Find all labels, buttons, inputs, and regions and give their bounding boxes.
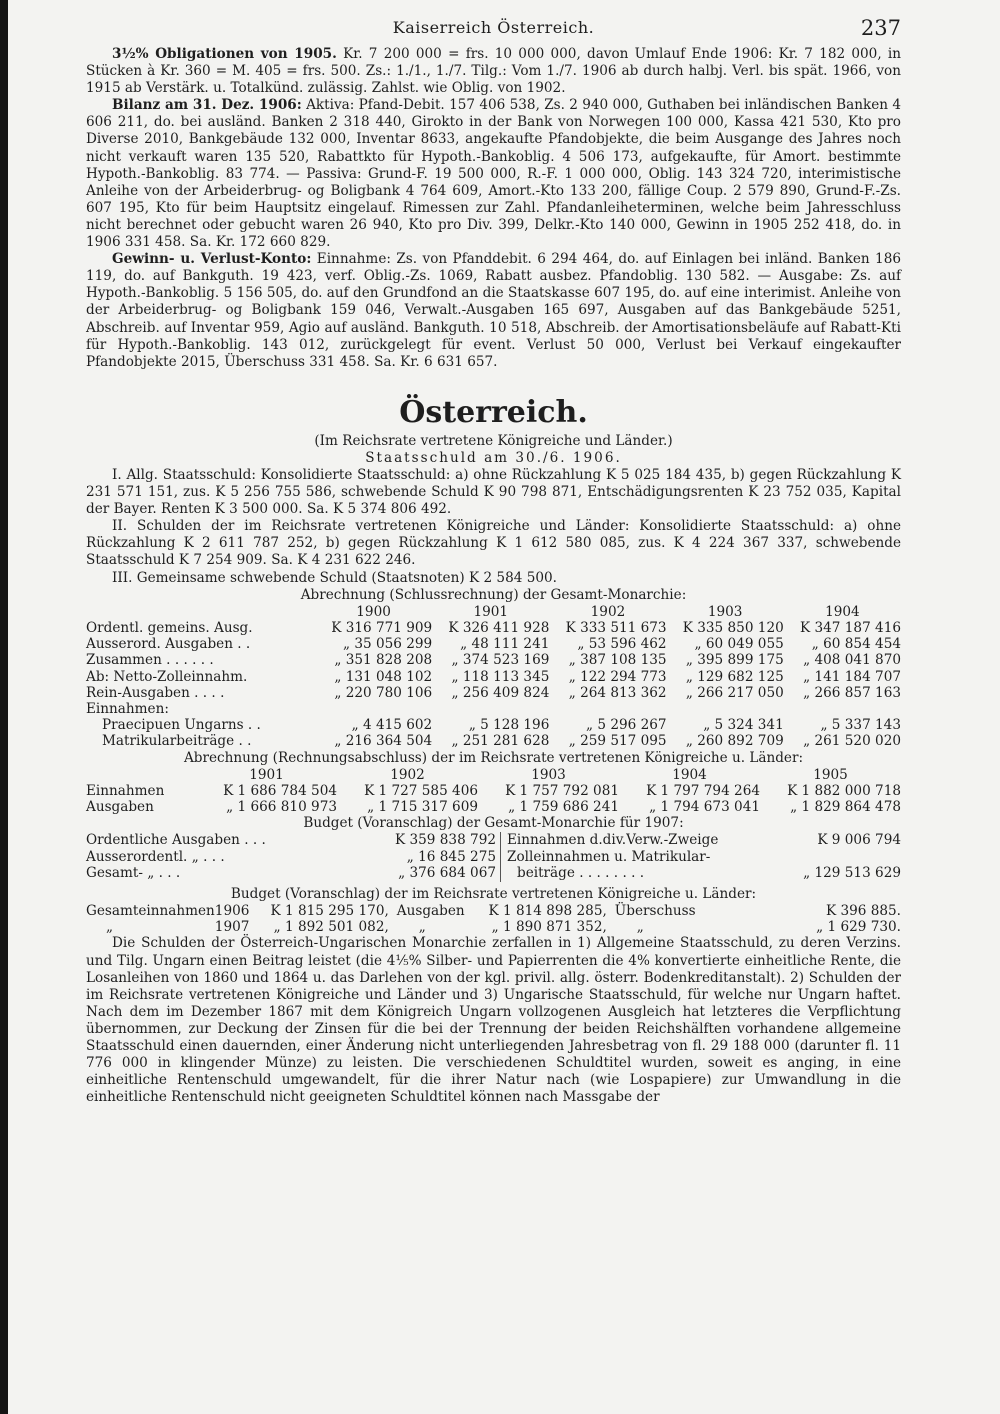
table2-year: 1901 (249, 766, 284, 783)
cell: „ 118 113 345 (451, 668, 550, 685)
table-row (86, 636, 901, 652)
cell (315, 701, 432, 717)
row-label: Ausserord. Ausgaben . . (86, 636, 251, 653)
cell: „ 1 666 810 973 (226, 799, 337, 816)
table1-year: 1900 (356, 603, 391, 620)
ausgaben-label: Ausgaben (396, 902, 465, 919)
cell: K 335 850 120 (682, 619, 784, 636)
row-label: Ausgaben (86, 799, 154, 816)
table1-year: 1901 (473, 603, 509, 620)
table2-year: 1903 (531, 766, 566, 783)
list-item (86, 865, 496, 881)
table-row (86, 701, 901, 717)
table1-year-row (86, 604, 901, 620)
cell: „ 216 364 504 (334, 733, 433, 750)
budget-ausgaben-column (86, 832, 501, 881)
item-value: K 9 006 794 (817, 832, 901, 849)
list-item (507, 832, 901, 848)
cell: „ 266 857 163 (803, 684, 901, 701)
obligationen-heading: 3½% Obligationen von 1905. (112, 46, 337, 62)
cell: „ 260 892 709 (685, 733, 784, 750)
page-binding-edge (0, 0, 8, 1414)
cell: „ 374 523 169 (451, 652, 550, 669)
cell: „ 141 184 707 (803, 668, 901, 685)
item-label: Zolleinnahmen u. Matrikular- (507, 848, 711, 865)
table-row (86, 620, 901, 636)
cell: „ 53 596 462 (577, 636, 667, 653)
budget-reichsrat-table (86, 903, 901, 936)
staatsschuld-heading: Staatsschuld am 30./6. 1906. (365, 449, 622, 466)
gewinn-verlust-text: Einnahme: Zs. von Pfanddebit. 6 294 464, do. auf Einlagen bei inländ. Banken 186 119, do. auf Bankguth. 19 423, verf. Oblig.-Zs. 1069, Rabatt ausbez. Pfandoblig. 130 582. — Ausgabe: Zs. auf Hypoth.-Bankoblig. 5 156 505, do. auf den Grundfond an die Staatskasse 607 195, do. auf eine interimist. Anleihe von der Arbeiderbrug- og Boligbank 159 046, Verwalt.-Ausgaben 165 697, Ausgaben auf das Bankgebäude 5251, Abschreib. auf Inventar 959, Agio auf ausländ. Bankguth. 10 518, Abschreib. der Amortisationsbeläufe auf Rabatt-Kti für Hypoth.-Bankoblig. 143 012, zurückgelegt für event. Verlust 50 000, Verlust bei Verkauf eingekaufter Pfandobjekte 2015, Überschuss 331 458. Sa. Kr. 6 631 657. (86, 251, 901, 370)
cell: „ 1 759 686 241 (508, 799, 619, 816)
table1-year: 1903 (707, 603, 743, 620)
table2-year: 1902 (390, 766, 425, 783)
year: 1907 (214, 919, 250, 936)
cell: „ 4 415 602 (351, 717, 433, 734)
cell: „ 129 682 125 (685, 668, 784, 685)
staatsschuld-part-3: III. Gemeinsame schwebende Schuld (Staatsnoten) K 2 584 500. (112, 569, 557, 586)
cell: „ 259 517 095 (568, 733, 667, 750)
section-subtitle: (Im Reichsrate vertretene Königreiche und Länder.) (314, 432, 673, 449)
table2-year: 1905 (813, 766, 848, 783)
row-label: Einnahmen (86, 782, 165, 799)
item-value (771, 849, 901, 865)
section-title: Österreich. (399, 394, 588, 430)
row-label: Praecipuen Ungarns . . (102, 717, 261, 734)
item-label: beiträge . . . . . . . . (517, 865, 645, 882)
cell: „ 387 108 135 (568, 652, 667, 669)
table-row (86, 733, 901, 749)
row-label: Matrikularbeiträge . . (102, 733, 252, 750)
gewinn-verlust-heading: Gewinn- u. Verlust-Konto: (112, 251, 312, 268)
table2-year: 1904 (672, 766, 707, 783)
table-row (86, 717, 901, 733)
cell: „ 5 324 341 (703, 717, 784, 734)
row-label: Zusammen . . . . . . (86, 652, 214, 669)
einnahmen-value: K 1 815 295 170, (270, 902, 389, 919)
item-value: „ 16 845 275 (406, 848, 496, 865)
cell (549, 701, 666, 717)
cell: „ 1 715 317 609 (367, 799, 478, 816)
ueberschuss-label: „ (636, 919, 644, 936)
cell: „ 5 296 267 (586, 717, 667, 734)
reichsrat-abrechnung-table (86, 767, 901, 816)
cell: K 347 187 416 (800, 619, 901, 636)
table-row (86, 669, 901, 685)
cell: „ 266 217 050 (685, 684, 784, 701)
gewinn-verlust-paragraph (86, 251, 901, 371)
row-label: Einnahmen: (86, 700, 169, 717)
cell: „ 48 111 241 (460, 636, 550, 653)
budget-einnahmen-column (501, 832, 901, 881)
cell: „ 395 899 175 (685, 652, 784, 669)
page-number: 237 (860, 16, 901, 40)
table1-year: 1904 (825, 603, 860, 620)
item-value: K 359 838 792 (395, 832, 496, 849)
staatsschuld-part-2: II. Schulden der im Reichsrate vertretenen Königreiche und Länder: Konsolidierte Staatsschuld: a) ohne Rückzahlung K 2 611 787 252, b) gegen Rückzahlung K 1 612 580 085, zus. K 4 224 367 337, schwebende Staatsschuld K 7 254 909. Sa. K 4 231 622 246. (86, 518, 901, 569)
table1-heading: Abrechnung (Schlussrechnung) der Gesamt-Monarchie: (300, 586, 687, 603)
table-row (86, 903, 901, 919)
list-item (507, 849, 901, 865)
list-item (507, 865, 901, 881)
cell: K 1 686 784 504 (223, 782, 337, 799)
year: 1906 (214, 902, 250, 919)
ueberschuss-value: K 396 885. (825, 902, 901, 919)
ausgaben-label: „ (418, 919, 426, 936)
staatsschuld-part-1: I. Allg. Staatsschuld: Konsolidierte Staatsschuld: a) ohne Rückzahlung K 5 025 184 435, b) gegen Rückzahlung K 231 571 151, zus. K 5 256 755 586, schwebende Schuld K 90 798 871, Entschädigungsrenten K 23 752 035, Kapital der Bayer. Renten K 3 500 000. Sa. K 5 374 806 492. (86, 466, 901, 518)
item-label: Ausserordentl. „ . . . (86, 848, 225, 865)
bilanz-heading: Bilanz am 31. Dez. 1906: (112, 97, 302, 114)
ueberschuss-label: Überschuss (614, 902, 696, 919)
cell: „ 60 049 055 (694, 636, 784, 653)
item-label: Gesamt- „ . . . (86, 865, 181, 882)
row-label: Ordentl. gemeins. Ausg. (86, 619, 253, 636)
item-value: „ 376 684 067 (398, 865, 496, 882)
cell: „ 131 048 102 (334, 668, 433, 685)
cell: „ 256 409 824 (451, 684, 550, 701)
cell: „ 264 813 362 (568, 684, 667, 701)
cell: K 1 727 585 406 (364, 782, 478, 799)
cell (784, 701, 901, 717)
monarchie-abrechnung-table (86, 604, 901, 750)
cell: K 1 882 000 718 (787, 782, 901, 799)
ueberschuss-value: „ 1 629 730. (816, 919, 901, 936)
cell: „ 35 056 299 (342, 636, 433, 653)
item-label: Einnahmen d.div.Verw.-Zweige (507, 832, 719, 849)
cell: K 1 757 792 081 (505, 782, 619, 799)
ausgaben-value: „ 1 890 871 352, (491, 919, 607, 936)
running-title: Kaiserreich Österreich. (392, 18, 595, 37)
budget1-heading: Budget (Voranschlag) der Gesamt-Monarchie für 1907: (303, 815, 684, 832)
bilanz-text: Aktiva: Pfand-Debit. 157 406 538, Zs. 2 940 000, Guthaben bei inländischen Banken 4 606 211, do. bei ausländ. Banken 2 318 440, Girokto in der Bank von Norwegen 100 000, Kassa 421 530, Kto pro Diverse 2010, Bankgebäude 132 000, Inventar 8633, angekaufte Pfandobjekte, die beim Ausgange des Jahres noch nicht verkauft waren 135 520, Rabattkto für Hypoth.-Bankoblig. 4 506 173, aufgekaufte, für Amort. bestimmte Hypoth.-Bankoblig. 83 774. — Passiva: Grund-F. 19 500 000, R.-F. 1 000 000, Oblig. 143 324 720, interimistische Anleihe von der Arbeiderbrug- og Boligbank 4 764 609, Amort.-Kto 133 200, fällige Coup. 2 579 890, Grund-F.-Zs. 607 195, Kto für beim Hauptsitz eingelauf. Rimessen zur Zahl. Pfandanleiheterminen, welche beim Jahresschluss nicht berechnet oder gebucht waren 26 940, Kto pro Div. 399, Delkr.-Kto 140 000, Gewinn in 1905 252 418, do. in 1906 331 458. Sa. Kr. 172 660 829. (86, 97, 901, 251)
row-label: Ab: Netto-Zolleinnahm. (86, 668, 248, 685)
table2-year-row (86, 767, 901, 783)
page (86, 14, 901, 1106)
table-row (86, 783, 901, 799)
cell: „ 220 780 106 (334, 684, 433, 701)
cell: „ 251 281 628 (451, 733, 550, 750)
obligationen-paragraph (86, 46, 901, 97)
table-row (86, 799, 901, 815)
row-label: „ (106, 919, 114, 936)
cell: „ 5 337 143 (820, 717, 901, 734)
cell (667, 701, 784, 717)
list-item (86, 849, 496, 865)
bilanz-paragraph (86, 97, 901, 251)
table-row (86, 685, 901, 701)
cell: „ 408 041 870 (803, 652, 901, 669)
obligationen-text: Kr. 7 200 000 = frs. 10 000 000, davon Umlauf Ende 1906: Kr. 7 182 000, in Stücken à Kr. 360 = M. 405 = frs. 500. Zs.: 1./1., 1./7. Tilg.: Vom 1./7. 1906 ab durch halbj. Verl. bis spät. 1966, von 1915 ab Verstärk. u. Totalkünd. zulässig. Zahlst. wie Oblig. von 1902. (86, 46, 901, 97)
cell (432, 701, 549, 717)
cell: K 1 797 794 264 (646, 782, 760, 799)
row-label: Gesamteinnahmen (86, 902, 215, 919)
cell: „ 351 828 208 (334, 652, 433, 669)
cell: „ 122 294 773 (568, 668, 667, 685)
row-label: Rein-Ausgaben . . . . (86, 684, 225, 701)
einnahmen-value: „ 1 892 501 082, (273, 919, 389, 936)
table-row (86, 652, 901, 668)
item-label: Ordentliche Ausgaben . . . (86, 832, 266, 849)
page-header (86, 14, 901, 46)
list-item (86, 832, 496, 848)
cell: „ 1 794 673 041 (649, 799, 760, 816)
table1-year: 1902 (590, 603, 626, 620)
cell: „ 60 854 454 (811, 636, 901, 653)
cell: K 333 511 673 (565, 619, 667, 636)
budget2-heading: Budget (Voranschlag) der im Reichsrate vertretenen Königreiche u. Länder: (230, 885, 757, 902)
cell: K 326 411 928 (448, 619, 550, 636)
budget-monarchie-block (86, 832, 901, 881)
ausgaben-value: K 1 814 898 285, (488, 902, 607, 919)
cell: „ 5 128 196 (468, 717, 550, 734)
cell: K 316 771 909 (331, 619, 433, 636)
closing-paragraph: Die Schulden der Österreich-Ungarischen Monarchie zerfallen in 1) Allgemeine Staatsschuld, zu deren Verzins. und Tilg. Ungarn einen Beitrag leistet (die 4⅕% Silber- und Papierrenten die 4% konvertierte einheitliche Rente, die Losanleihen von 1860 und 1864 u. das Darlehen von der kgl. privil. allg. österr. Bodenkreditanstalt). 2) Schulden der im Reichsrate vertretenen Königreiche und Länder und 3) Ungarische Staatsschuld, für welche nur Ungarn haftet. Nach dem im Dezember 1867 mit dem Königreich Ungarn vollzogenen Ausgleich hat letzteres die Verpflichtung übernommen, zur Deckung der Zinsen für die bei der Trennung der beiden Reichshälften vorhandene allgemeine Staatsschuld einen dauernden, einer Änderung nicht unterliegenden Jahresbetrag von fl. 29 188 000 (darunter fl. 11 776 000 in klingender Münze) zu leisten. Die verschiedenen Schuldtitel wurden, soweit es anging, in eine einheitliche Rentenschuld umgewandelt, für die ihrer Natur nach (wie Lospapiere) zur Umwandlung in die einheitliche Rentenschuld nicht geeigneten Schuldtitel können nach Massgabe der (86, 935, 901, 1106)
table2-heading: Abrechnung (Rechnungsabschluss) der im Reichsrate vertretenen Königreiche u. Länder: (183, 749, 804, 766)
table-row (86, 919, 901, 935)
item-value: „ 129 513 629 (803, 865, 901, 882)
cell: „ 1 829 864 478 (790, 799, 901, 816)
cell: „ 261 520 020 (803, 733, 901, 750)
